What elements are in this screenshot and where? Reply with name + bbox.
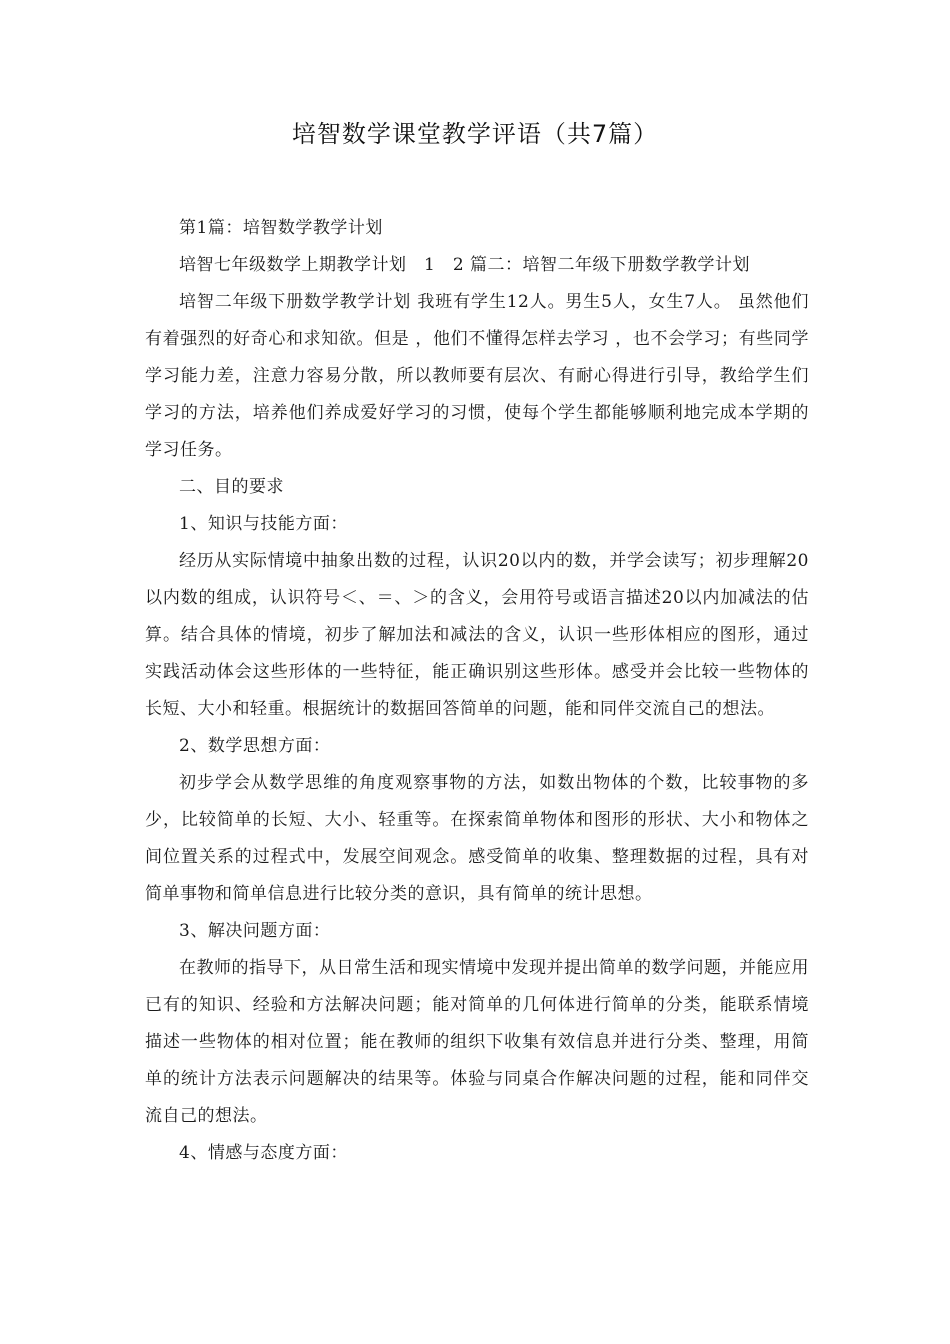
subheading-knowledge-skills: 1、知识与技能方面： xyxy=(179,514,348,534)
section-heading-2: 培智七年级数学上期教学计划 1 2 篇二：培智二年级下册数学教学计划 xyxy=(179,255,751,275)
section-heading-goals: 二、目的要求 xyxy=(179,477,284,497)
paragraph-problem-solving: 在教师的指导下，从日常生活和现实情境中发现并提出简单的数学问题，并能应用已有的知识、经验和方法解决问题；能对简单的几何体进行简单的分类，能联系情境描述一些物体的相对位置；能在教师的组织下收集有效信息并进行分类、整理，用简单的统计方法表示问题解决的结果等。体验与同桌合作解决问题的过程，能和同伴交流自己的想法。 xyxy=(145,958,809,1126)
paragraph-intro: 培智二年级下册数学教学计划 我班有学生12人。男生5人，女生7人。 虽然他们有着强烈的好奇心和求知欲。但是 ，他们不懂得怎样去学习 ，也不会学习；有些同学学习能力差，注意力容易分散，所以教师要有层次、有耐心得进行引导，教给学生们学习的方法，培养他们养成爱好学习的习惯，使每个学生都能够顺利地完成本学期的学习任务。 xyxy=(145,292,809,460)
document-body xyxy=(145,210,809,1172)
document-title: 培智数学课堂教学评语（共7篇） xyxy=(291,120,659,148)
paragraph-math-thinking: 初步学会从数学思维的角度观察事物的方法，如数出物体的个数，比较事物的多少，比较简单的长短、大小、轻重等。在探索简单物体和图形的形状、大小和物体之间位置关系的过程式中，发展空间观念。感受简单的收集、整理数据的过程，具有对简单事物和简单信息进行比较分类的意识，具有简单的统计思想。 xyxy=(145,773,809,904)
subheading-emotion-attitude: 4、情感与态度方面： xyxy=(179,1143,348,1163)
subheading-math-thinking: 2、数学思想方面： xyxy=(179,736,331,756)
paragraph-knowledge-skills: 经历从实际情境中抽象出数的过程，认识20以内的数，并学会读写；初步理解20以内数的组成，认识符号＜、＝、＞的含义，会用符号或语言描述20以内加减法的估算。结合具体的情境，初步了解加法和减法的含义，认识一些形体相应的图形，通过实践活动体会这些形体的一些特征，能正确识别这些形体。感受并会比较一些物体的长短、大小和轻重。根据统计的数据回答简单的问题，能和同伴交流自己的想法。 xyxy=(145,551,809,719)
subheading-problem-solving: 3、解决问题方面： xyxy=(179,921,331,941)
section-heading-1: 第1篇：培智数学教学计划 xyxy=(179,218,383,238)
